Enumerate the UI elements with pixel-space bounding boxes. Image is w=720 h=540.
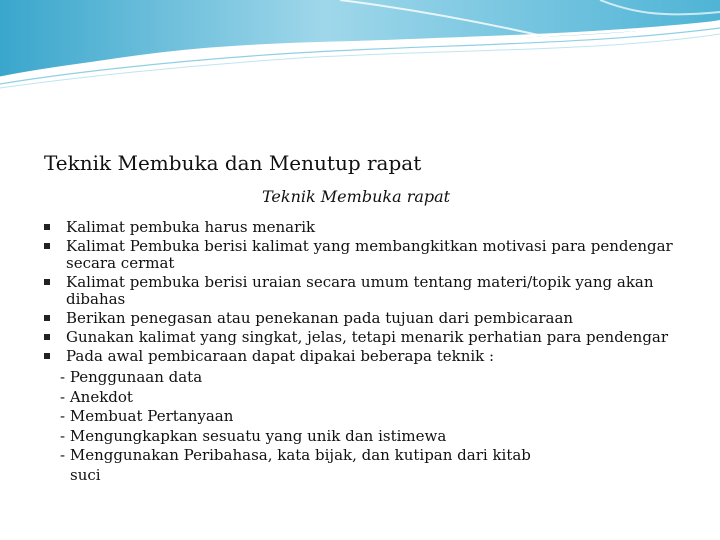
square-bullet-icon (44, 224, 50, 230)
square-bullet-icon (44, 353, 50, 359)
square-bullet-icon (44, 243, 50, 249)
bullet-text: Berikan penegasan atau penekanan pada tujuan dari pembicaraan (66, 309, 574, 327)
square-bullet-icon (44, 334, 50, 340)
square-bullet-icon (44, 279, 50, 285)
bullet-text: Kalimat Pembuka berisi kalimat yang membangkitkan motivasi para pendengar secara cermat (66, 237, 673, 272)
bullet-list (44, 219, 684, 367)
technique-item: - Anekdot (60, 387, 133, 406)
bullet-item (44, 310, 684, 327)
technique-item: - Mengungkapkan sesuatu yang unik dan istimewa (60, 426, 447, 445)
technique-item: - Membuat Pertanyaan (60, 407, 234, 425)
bullet-item (44, 219, 684, 236)
slide-subtitle: Teknik Membuka rapat (262, 187, 451, 206)
slide-title: Teknik Membuka dan Menutup rapat (44, 151, 422, 175)
bullet-item (44, 238, 684, 272)
bullet-text: Pada awal pembicaraan dapat dipakai beberapa teknik : (66, 347, 495, 365)
bullet-item (44, 274, 684, 308)
bullet-text: Gunakan kalimat yang singkat, jelas, tetapi menarik perhatian para pendengar (66, 328, 669, 346)
bullet-text: Kalimat pembuka berisi uraian secara umum tentang materi/topik yang akan dibahas (66, 273, 654, 308)
technique-item: - Menggunakan Peribahasa, kata bijak, dan kutipan dari kitab suci (60, 446, 531, 484)
bullet-item (44, 348, 684, 365)
technique-item: - Penggunaan data (60, 368, 203, 386)
square-bullet-icon (44, 315, 50, 321)
header-wave-decoration (0, 0, 720, 90)
bullet-text: Kalimat pembuka harus menarik (66, 218, 316, 236)
bullet-item (44, 329, 684, 346)
technique-list (60, 368, 540, 485)
